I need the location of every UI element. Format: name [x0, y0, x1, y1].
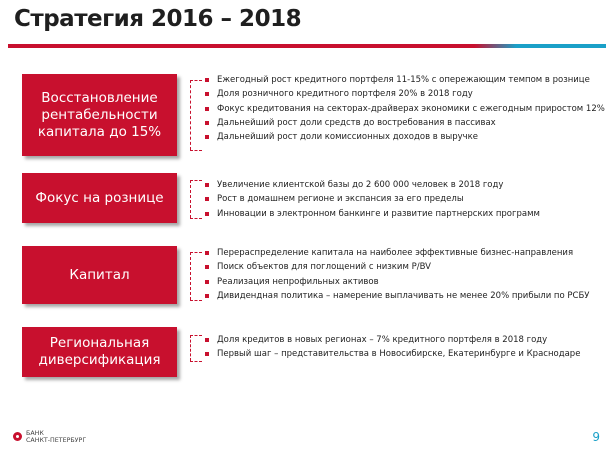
section-block-capital: Капитал: [22, 246, 177, 304]
section-block-profitability: Восстановление рентабельности капитала до 15%: [22, 74, 177, 156]
bullet-icon: [205, 338, 209, 342]
section-bullets-profitability: [205, 73, 605, 144]
list-item: Рост в домашнем регионе и экспансия за его пределы: [205, 192, 540, 206]
list-item: Доля кредитов в новых регионах – 7% кредитного портфеля в 2018 году: [205, 333, 580, 347]
logo-icon: [13, 432, 22, 441]
bullet-icon: [205, 197, 209, 201]
page-title: Стратегия 2016 – 2018: [14, 6, 302, 32]
bullet-icon: [205, 78, 209, 82]
bullet-icon: [205, 135, 209, 139]
list-item: Перераспределение капитала на наиболее эффективные бизнес-направления: [205, 246, 589, 260]
list-item: Увеличение клиентской базы до 2 600 000 человек в 2018 году: [205, 178, 540, 192]
bullet-icon: [205, 183, 209, 187]
list-item: Фокус кредитования на секторах-драйверах экономики с ежегодным приростом 12%: [205, 102, 605, 116]
section-bullets-capital: [205, 246, 589, 303]
list-item: Дальнейший рост доли комиссионных доходов в выручке: [205, 130, 605, 144]
bullet-icon: [205, 251, 209, 255]
list-item: Поиск объектов для поглощений с низким P/BV: [205, 260, 589, 274]
list-item: Инновации в электронном банкинге и развитие партнерских программ: [205, 207, 540, 221]
list-item: Дальнейший рост доли средств до востребования в пассивах: [205, 116, 605, 130]
list-item: Первый шаг – представительства в Новосибирске, Екатеринбурге и Краснодаре: [205, 347, 580, 361]
bullet-icon: [205, 265, 209, 269]
list-item: Ежегодный рост кредитного портфеля 11-15% с опережающим темпом в рознице: [205, 73, 605, 87]
section-bullets-retail: [205, 178, 540, 221]
bullet-icon: [205, 352, 209, 356]
page-number: 9: [592, 430, 600, 444]
bullet-icon: [205, 294, 209, 298]
list-item: Реализация непрофильных активов: [205, 275, 589, 289]
section-block-retail: Фокус на рознице: [22, 173, 177, 223]
title-divider: [8, 44, 606, 48]
bullet-icon: [205, 92, 209, 96]
list-item: Доля розничного кредитного портфеля 20% в 2018 году: [205, 87, 605, 101]
bullet-icon: [205, 212, 209, 216]
bullet-icon: [205, 121, 209, 125]
list-item: Дивидендная политика – намерение выплачивать не менее 20% прибыли по РСБУ: [205, 289, 589, 303]
section-block-regional: Региональная диверсификация: [22, 327, 177, 377]
bullet-icon: [205, 280, 209, 284]
bullet-icon: [205, 107, 209, 111]
section-bullets-regional: [205, 333, 580, 362]
